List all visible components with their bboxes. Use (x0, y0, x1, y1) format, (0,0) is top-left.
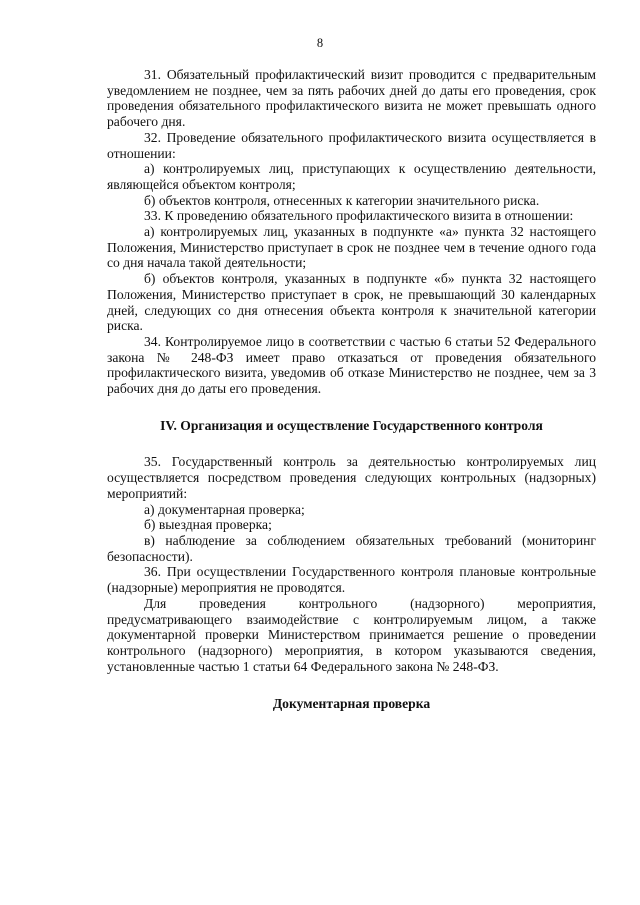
paragraph-32-item-a: а) контролируемых лиц, приступающих к осуществлению деятельности, являющейся объектом контроля; (107, 161, 596, 192)
paragraph-32: 32. Проведение обязательного профилактического визита осуществляется в отношении: (107, 129, 596, 161)
paragraph-35-item-c: в) наблюдение за соблюдением обязательных требований (мониторинг безопасности). (107, 532, 596, 564)
paragraph-34: 34. Контролируемое лицо в соответствии с частью 6 статьи 52 Федерального закона № 248-ФЗ имеет право отказаться от проведения обязательного профилактического визита, уведомив об отказе Министерство не позднее, чем за 3 рабочих дня до даты его проведения. (107, 333, 596, 397)
paragraph-35-item-a: а) документарная проверка; (144, 501, 305, 517)
paragraph-36: 36. При осуществлении Государственного контроля плановые контрольные (надзорные) мероприятия не проводятся. (107, 564, 596, 596)
paragraph-35-item-b: б) выездная проверка; (144, 517, 272, 533)
paragraph-32-item-b: б) объектов контроля, отнесенных к категории значительного риска. (144, 192, 540, 208)
section-heading: IV. Организация и осуществление Государственного контроля (160, 417, 543, 433)
paragraph-33-item-a: а) контролируемых лиц, указанных в подпункте «а» пункта 32 настоящего Положения, Министерство приступает в срок не позднее чем в течение одного года со дня начала такой деятельности; (107, 224, 596, 271)
paragraph-31: 31. Обязательный профилактический визит проводится с предварительным уведомлением не позднее, чем за пять рабочих дней до даты его проведения, срок проведения обязательного профилактического визита не может превышать одного рабочего дня. (107, 67, 596, 130)
document-body (107, 67, 596, 712)
paragraph-35: 35. Государственный контроль за деятельностью контролируемых лиц осуществляется посредством проведения следующих контрольных (надзорных) мероприятий: (107, 454, 596, 501)
page-number: 8 (316, 36, 324, 50)
paragraph-33: 33. К проведению обязательного профилактического визита в отношении: (144, 208, 574, 224)
paragraph-33-item-b: б) объектов контроля, указанных в подпункте «б» пункта 32 настоящего Положения, Министерство приступает в срок, не превышающий 30 календарных дней, следующих со дня отнесения объекта контроля к значительной категории риска. (107, 271, 596, 334)
paragraph-36-continued: Для проведения контрольного (надзорного) мероприятия, предусматривающего взаимодействие с контролируемым лицом, а также документарной проверки Министерством принимается решение о проведении контрольного (надзорного) мероприятия, в котором указываются сведения, установленные частью 1 статьи 64 Федерального закона № 248-ФЗ. (107, 595, 596, 674)
subsection-heading: Документарная проверка (272, 696, 431, 712)
